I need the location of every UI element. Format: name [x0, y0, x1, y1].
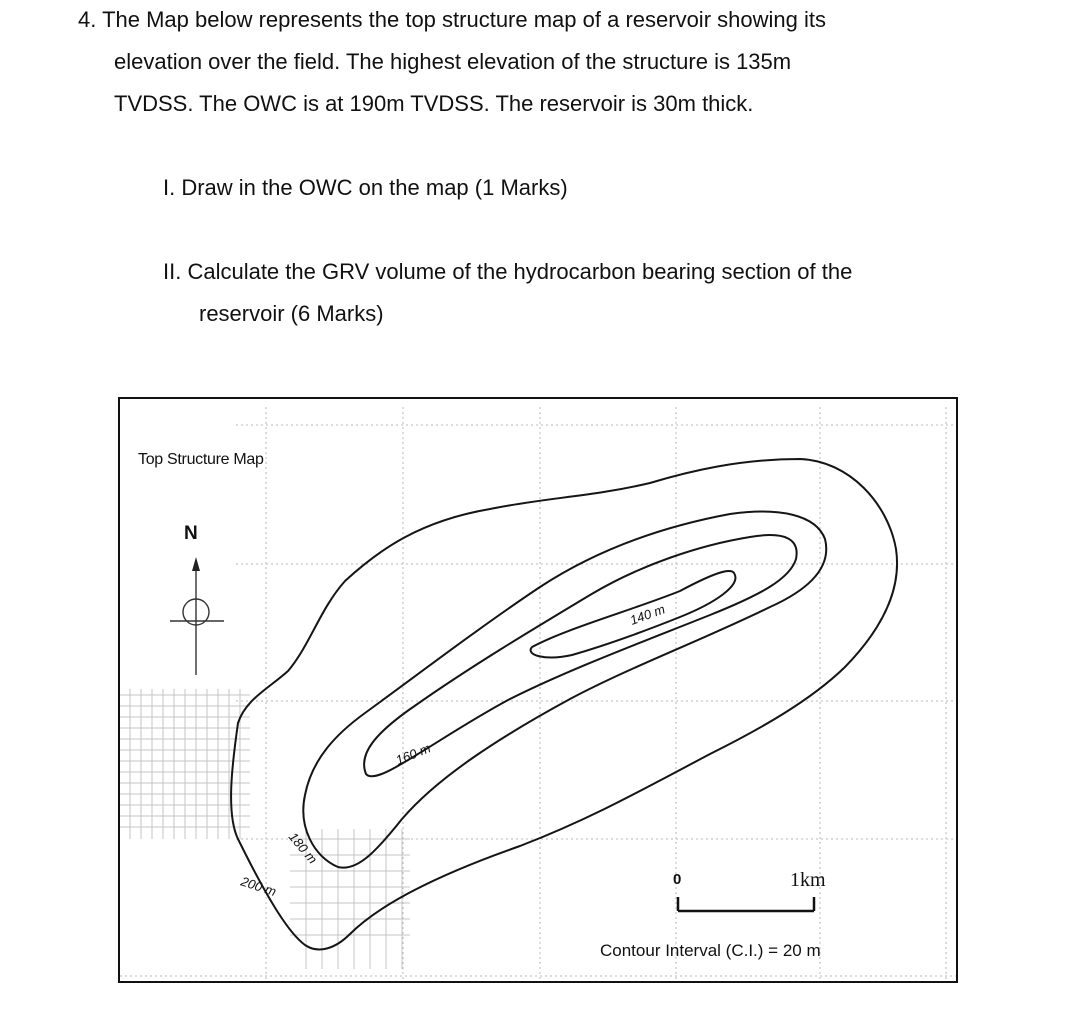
contour-180m — [303, 512, 826, 868]
contour-label-140: 140 m — [627, 601, 667, 628]
task-part-1: I. Draw in the OWC on the map (1 Marks) — [163, 175, 568, 200]
contour-label-180: 180 m — [285, 829, 321, 867]
contour-interval-label: Contour Interval (C.I.) = 20 m — [600, 941, 821, 960]
top-structure-map — [118, 397, 958, 983]
scale-end-label: 1km — [790, 869, 826, 891]
question-intro-line: 4. The Map below represents the top structure map of a reservoir showing its — [78, 7, 826, 32]
north-arrow-icon — [170, 557, 224, 675]
scale-start-label: 0 — [673, 871, 682, 888]
north-label: N — [184, 523, 198, 544]
grid-patch-left — [120, 689, 250, 839]
map-drawing — [120, 399, 958, 983]
contour-label-160: 160 m — [393, 740, 433, 768]
map-title: Top Structure Map — [138, 451, 264, 468]
scale-bar — [678, 897, 814, 911]
question-line-2: elevation over the field. The highest elevation of the structure is 135m — [114, 49, 792, 74]
task-part-2-line-1: II. Calculate the GRV volume of the hydrocarbon bearing section of the — [163, 259, 853, 284]
contour-label-200: 200 m — [239, 873, 279, 900]
task-part-2-line-2: reservoir (6 Marks) — [199, 301, 384, 326]
question-line-3: TVDSS. The OWC is at 190m TVDSS. The reservoir is 30m thick. — [114, 91, 754, 116]
